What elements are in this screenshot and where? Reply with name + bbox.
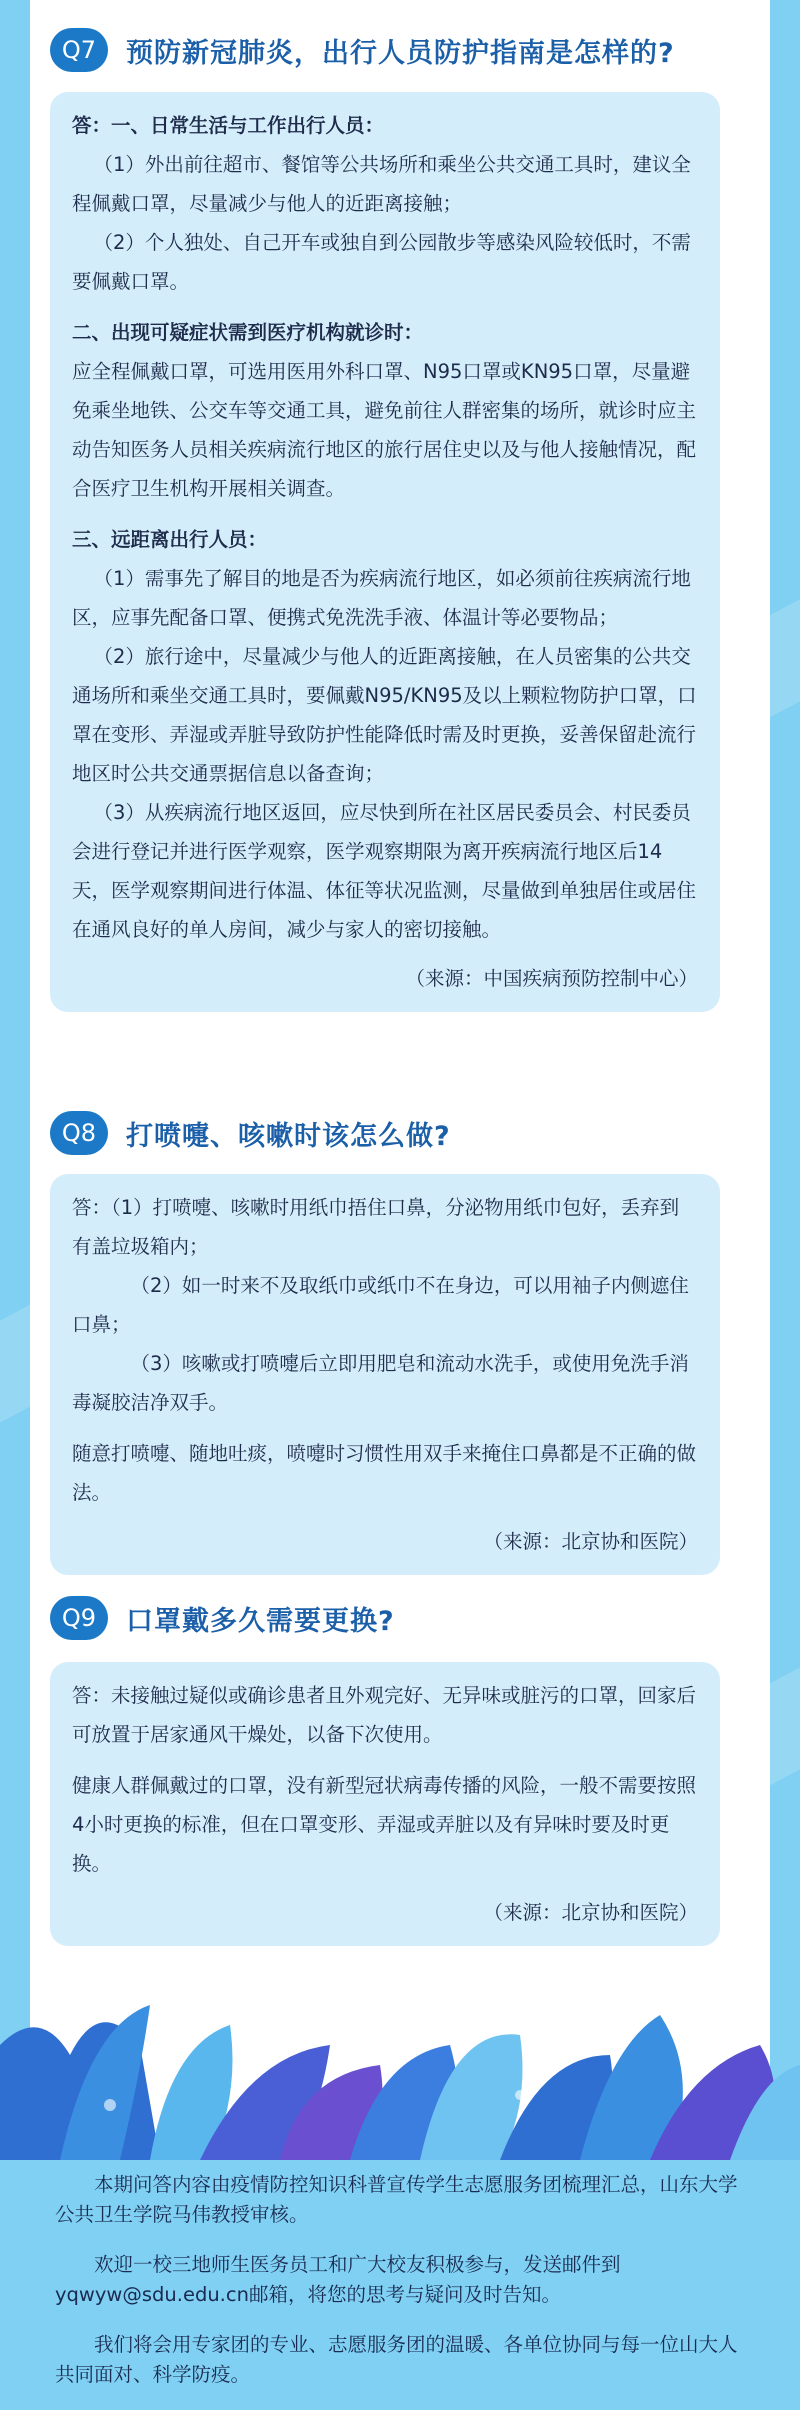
- q7-heading-1: 答：一、日常生活与工作出行人员：: [72, 114, 385, 137]
- q8-header: [50, 1111, 451, 1155]
- q8-badge: Q8: [50, 1111, 108, 1155]
- q7-heading-2: 二、出现可疑症状需到医疗机构就诊时：: [72, 321, 424, 344]
- q7-paragraph: （3）从疾病流行地区返回，应尽快到所在社区居民委员会、村民委员会进行登记并进行医学观察，医学观察期限为离开疾病流行地区后14天，医学观察期间进行体温、体征等状况监测，尽量做到单独居住或居住在通风良好的单人房间，减少与家人的密切接触。: [72, 801, 697, 941]
- q7-paragraph: （2）旅行途中，尽量减少与他人的近距离接触，在人员密集的公共交通场所和乘坐交通工具时，要佩戴N95/KN95及以上颗粒物防护口罩，口罩在变形、弄湿或弄脏导致防护性能降低时需及时更换，妥善保留赴流行地区时公共交通票据信息以备查询；: [72, 645, 697, 785]
- q7-title: 预防新冠肺炎，出行人员防护指南是怎样的?: [126, 37, 675, 69]
- q8-source: （来源：北京协和医院）: [483, 1530, 698, 1553]
- q7-paragraph: 应全程佩戴口罩，可选用医用外科口罩、N95口罩或KN95口罩，尽量避免乘坐地铁、公交车等交通工具，避免前往人群密集的场所，就诊时应主动告知医务人员相关疾病流行地区的旅行居住史以及与他人接触情况，配合医疗卫生机构开展相关调查。: [72, 360, 697, 500]
- q7-paragraph: （1）需事先了解目的地是否为疾病流行地区，如必须前往疾病流行地区，应事先配备口罩、便携式免洗洗手液、体温计等必要物品；: [72, 567, 691, 629]
- q7-heading-3: 三、远距离出行人员：: [72, 528, 268, 551]
- q8-title: 打喷嚏、咳嗽时该怎么做?: [126, 1120, 451, 1152]
- q8-paragraph: 答：（1）打喷嚏、咳嗽时用纸巾捂住口鼻，分泌物用纸巾包好，丢弃到有盖垃圾箱内；: [72, 1196, 680, 1258]
- q9-source: （来源：北京协和医院）: [483, 1901, 698, 1924]
- q9-paragraph: 健康人群佩戴过的口罩，没有新型冠状病毒传播的风险，一般不需要按照4小时更换的标准，但在口罩变形、弄湿或弄脏以及有异味时要及时更换。: [72, 1774, 697, 1875]
- q7-paragraph: （2）个人独处、自己开车或独自到公园散步等感染风险较低时，不需要佩戴口罩。: [72, 231, 691, 293]
- footer-paragraph: 我们将会用专家团的专业、志愿服务团的温暖、各单位协同与每一位山大人共同面对、科学防疫。: [55, 2333, 738, 2386]
- q7-paragraph: （1）外出前往超市、餐馆等公共场所和乘坐公共交通工具时，建议全程佩戴口罩，尽量减少与他人的近距离接触；: [72, 153, 691, 215]
- q7-badge: Q7: [50, 28, 108, 72]
- q8-paragraph: （2）如一时来不及取纸巾或纸巾不在身边，可以用袖子内侧遮住口鼻；: [72, 1274, 689, 1336]
- q7-source: （来源：中国疾病预防控制中心）: [405, 967, 698, 990]
- footer-paragraph: 本期问答内容由疫情防控知识科普宣传学生志愿服务团梳理汇总，山东大学公共卫生学院马伟教授审核。: [55, 2173, 738, 2226]
- q9-paragraph: 答：未接触过疑似或确诊患者且外观完好、无异味或脏污的口罩，回家后可放置于居家通风干燥处，以备下次使用。: [72, 1684, 697, 1746]
- q8-answer-box: [50, 1174, 720, 1575]
- q9-badge: Q9: [50, 1596, 108, 1640]
- q9-title: 口罩戴多久需要更换?: [126, 1605, 395, 1637]
- q8-paragraph: 随意打喷嚏、随地吐痰，喷嚏时习惯性用双手来掩住口鼻都是不正确的做法。: [72, 1442, 697, 1504]
- q9-header: [50, 1596, 395, 1640]
- q7-answer-box: [50, 92, 720, 1012]
- footer-notes: [55, 2170, 755, 2410]
- footer-paragraph: 欢迎一校三地师生医务员工和广大校友积极参与，发送邮件到yqwyw@sdu.edu.cn邮箱，将您的思考与疑问及时告知。: [55, 2253, 621, 2306]
- foliage-illustration: [0, 1985, 800, 2160]
- q7-header: [50, 28, 675, 72]
- q8-paragraph: （3）咳嗽或打喷嚏后立即用肥皂和流动水洗手，或使用免洗手消毒凝胶洁净双手。: [72, 1352, 689, 1414]
- q9-answer-box: [50, 1662, 720, 1946]
